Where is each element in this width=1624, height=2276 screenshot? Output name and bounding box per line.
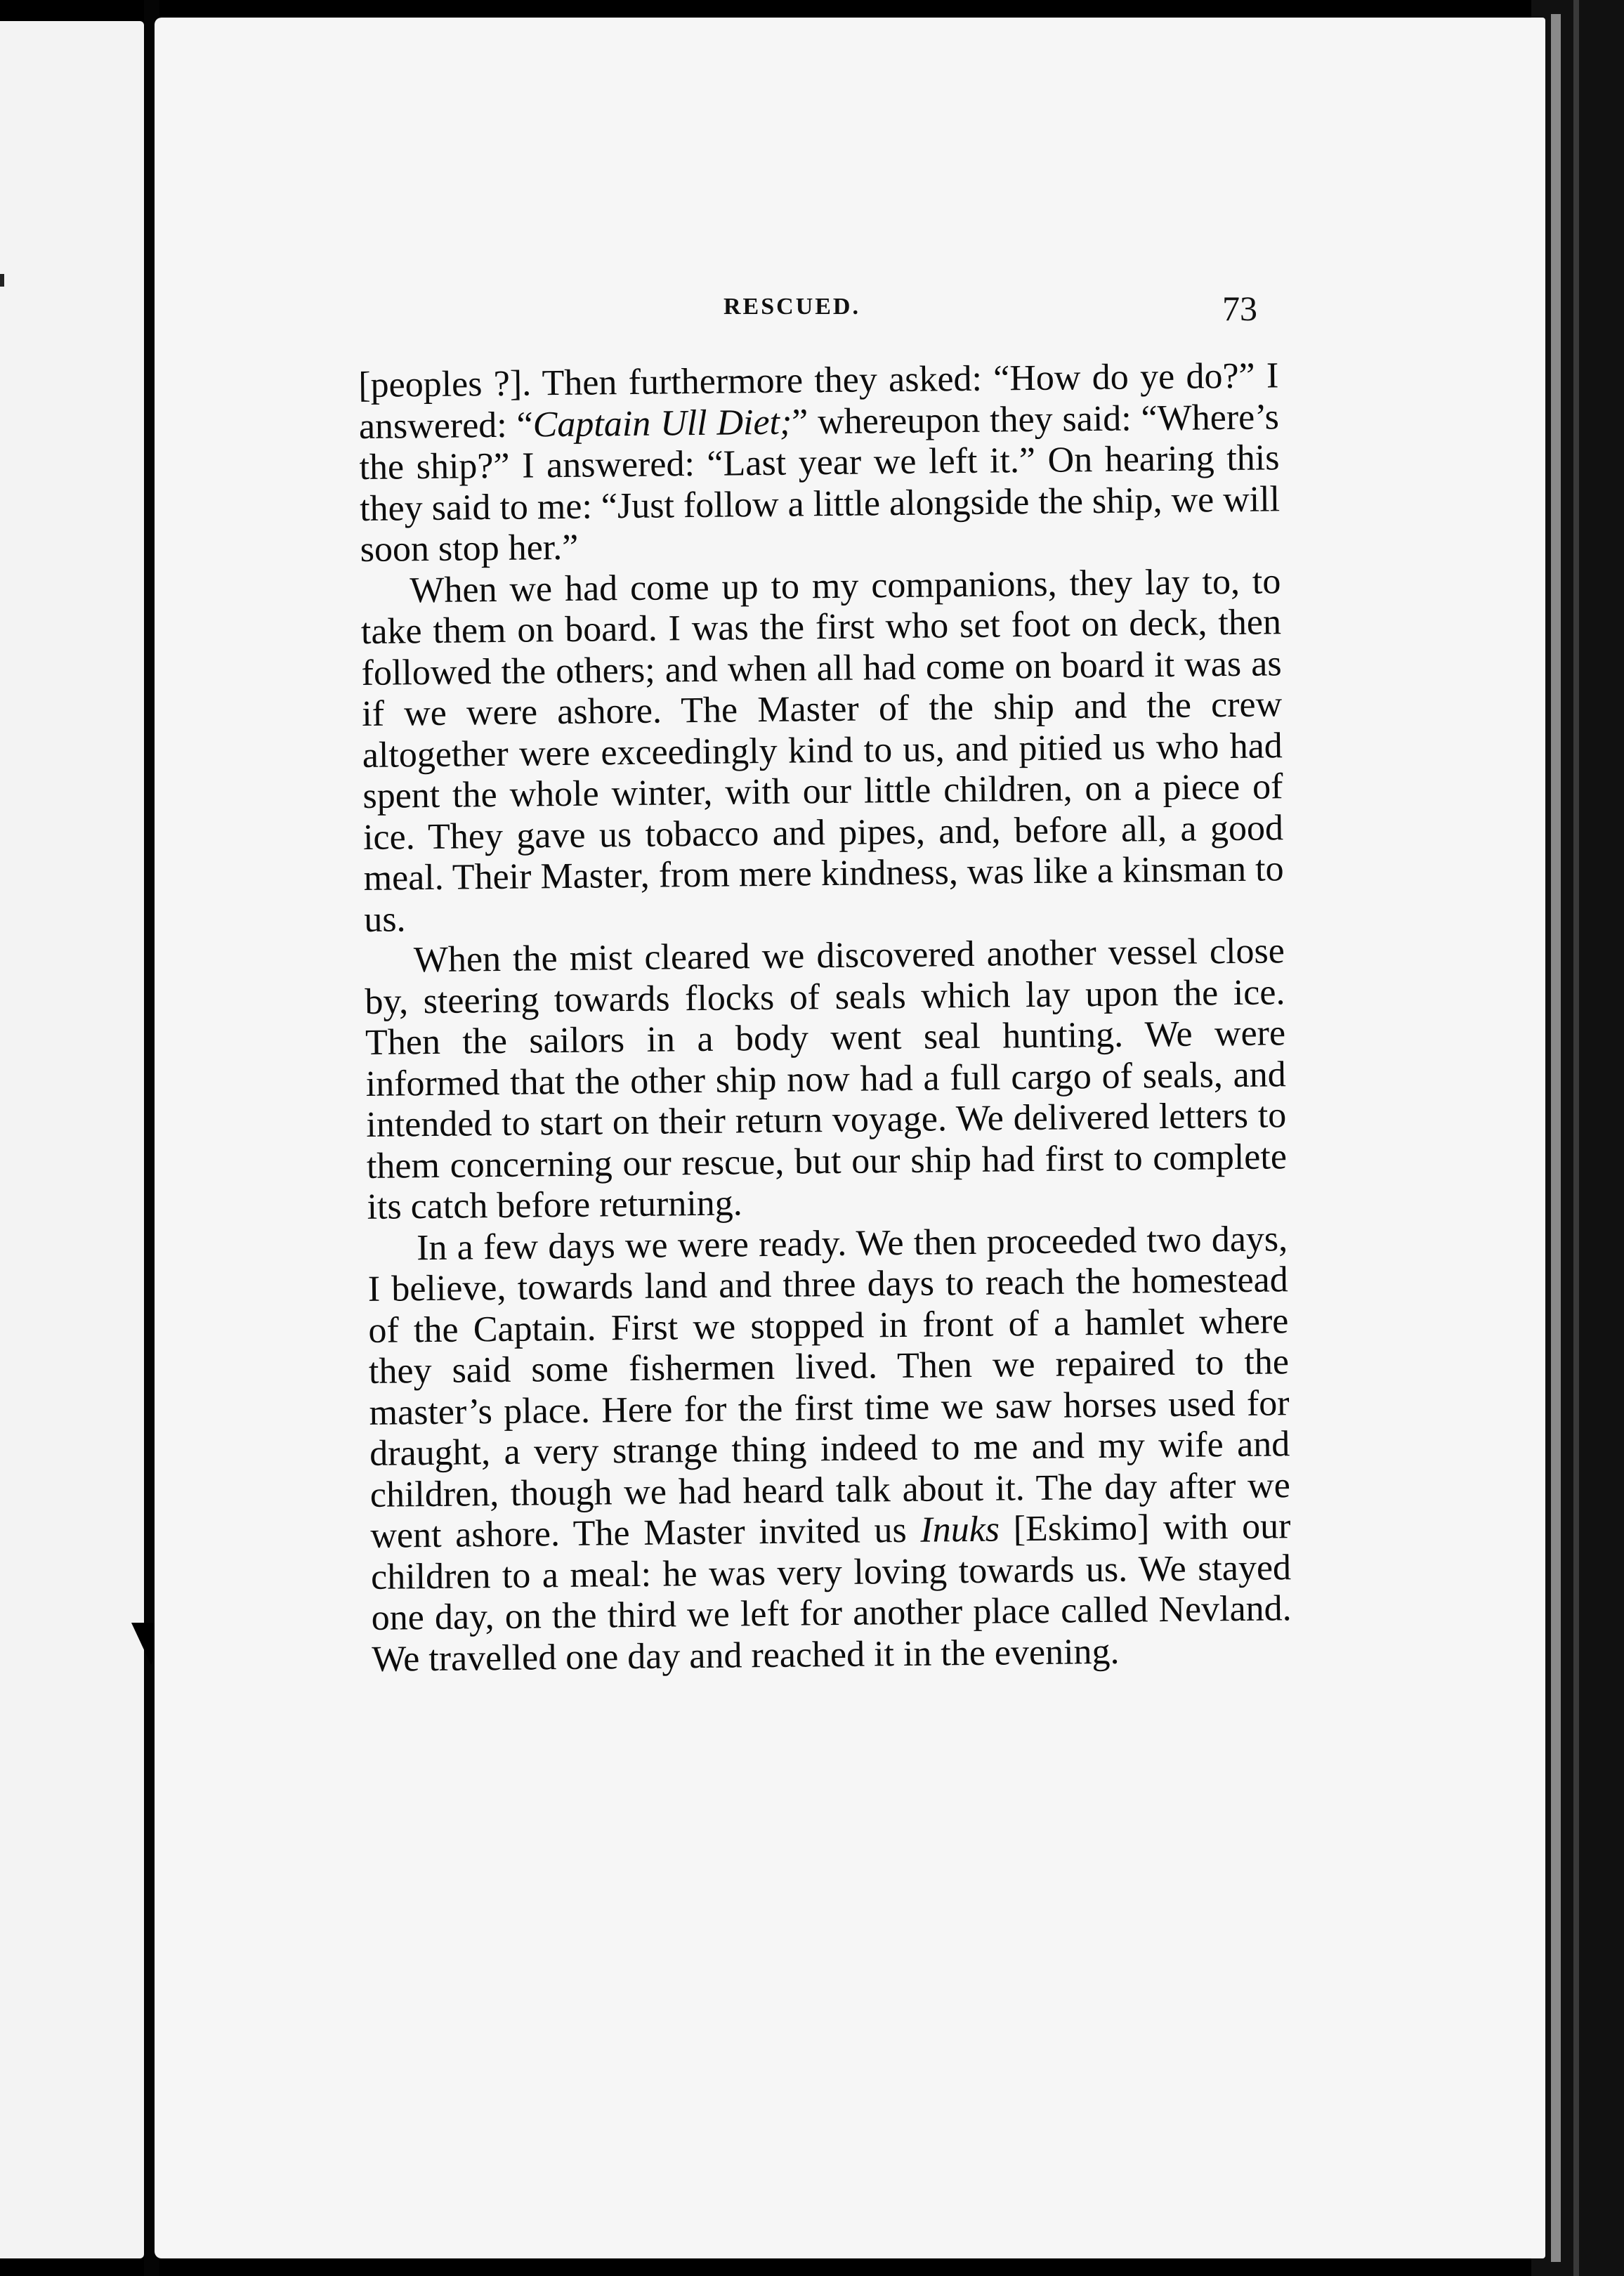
paragraph-text: [peoples ?]. Then furthermore they asked: “How do ye do?” I answered: “	[358, 355, 1279, 447]
previous-page-edge	[0, 21, 144, 2258]
page-edge-strip	[1573, 0, 1579, 2276]
italic-text: Captain Ull Diet;	[532, 402, 792, 445]
italic-text: Inuks	[920, 1509, 1000, 1550]
paragraph-text: In a few days we were ready. We then proceeded two days, I believe, towards land and three days to reach the homestead of the Captain. First we stopped in front of a hamlet where they said some fishermen lived. Then we repaired to the master’s place. Here for the first time we saw horses used for draught, a very strange thing indeed to me and my wife and children, though we had heard talk about it. The day after we went ashore. The Master invited us	[367, 1218, 1291, 1556]
paragraph-text: [Eskimo] with our children to a meal: he was very loving towards us. We stayed one day, on the third we left for another place called Nevland. We travelled one day and reached it in the evening.	[370, 1506, 1292, 1680]
paragraph: When the mist cleared we discovered another vessel close by, steering towards flocks of seals which lay upon the ice. Then the sailors in a body went seal hunting. We were informed that the other ship now had a full cargo of seals, and intended to start on their return voyage. We delivered letters to them concerning our rescue, but our ship had first to complete its catch before returning.	[365, 931, 1288, 1227]
paragraph	[358, 355, 1281, 570]
running-head: RESCUED.	[723, 294, 860, 320]
page-body	[358, 355, 1292, 1680]
page-header	[723, 288, 1257, 330]
margin-mark	[0, 274, 4, 287]
page-edge-strip	[1551, 14, 1561, 2262]
paragraph: When we had come up to my companions, they lay to, to take them on board. I was the first who set foot on deck, then followed the others; and when all had come on board it was as if we were ashore. The Master of the ship and the crew altogether were exceedingly kind to us, and pitied us who had spent the whole winter, with our little children, on a piece of ice. They gave us tobacco and pipes, and, before all, a good meal. Their Master, from mere kindness, was like a kinsman to us.	[360, 561, 1284, 940]
paragraph-text: ” whereupon they said: “Where’s the ship?” I answered: “Last year we left it.” On hearing this they said to me: “Just follow a little alongside the ship, we will soon stop her.”	[359, 396, 1281, 570]
paragraph	[367, 1219, 1292, 1680]
page-number: 73	[1222, 289, 1257, 328]
